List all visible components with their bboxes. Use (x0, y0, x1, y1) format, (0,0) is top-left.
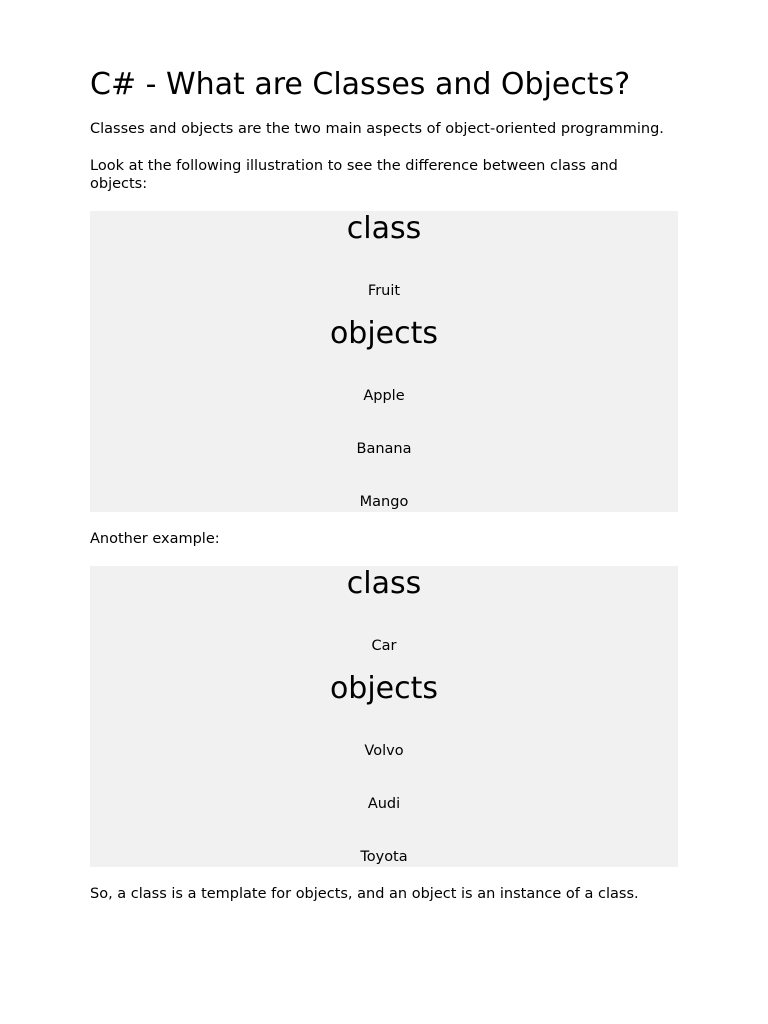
fruit-illustration (90, 211, 678, 512)
object-item: Volvo (364, 743, 404, 759)
object-item: Banana (356, 441, 412, 457)
intro-paragraph: Classes and objects are the two main aspects of object-oriented programming. (90, 121, 664, 137)
lead-paragraph: Look at the following illustration to see the difference between class and objects: (90, 158, 618, 192)
class-heading: class (346, 566, 422, 601)
page-title: C# - What are Classes and Objects? (90, 67, 631, 102)
class-name: Fruit (367, 283, 401, 299)
article (90, 66, 678, 922)
objects-heading: objects (329, 671, 439, 706)
object-item: Mango (359, 494, 409, 510)
class-heading: class (346, 211, 422, 246)
object-item: Audi (367, 796, 401, 812)
object-item: Toyota (360, 849, 408, 865)
object-item: Apple (363, 388, 405, 404)
objects-heading: objects (329, 316, 439, 351)
class-name: Car (371, 638, 397, 654)
car-illustration (90, 566, 678, 867)
conclusion-paragraph: So, a class is a template for objects, and an object is an instance of a class. (90, 886, 639, 902)
another-example-paragraph: Another example: (90, 531, 220, 547)
